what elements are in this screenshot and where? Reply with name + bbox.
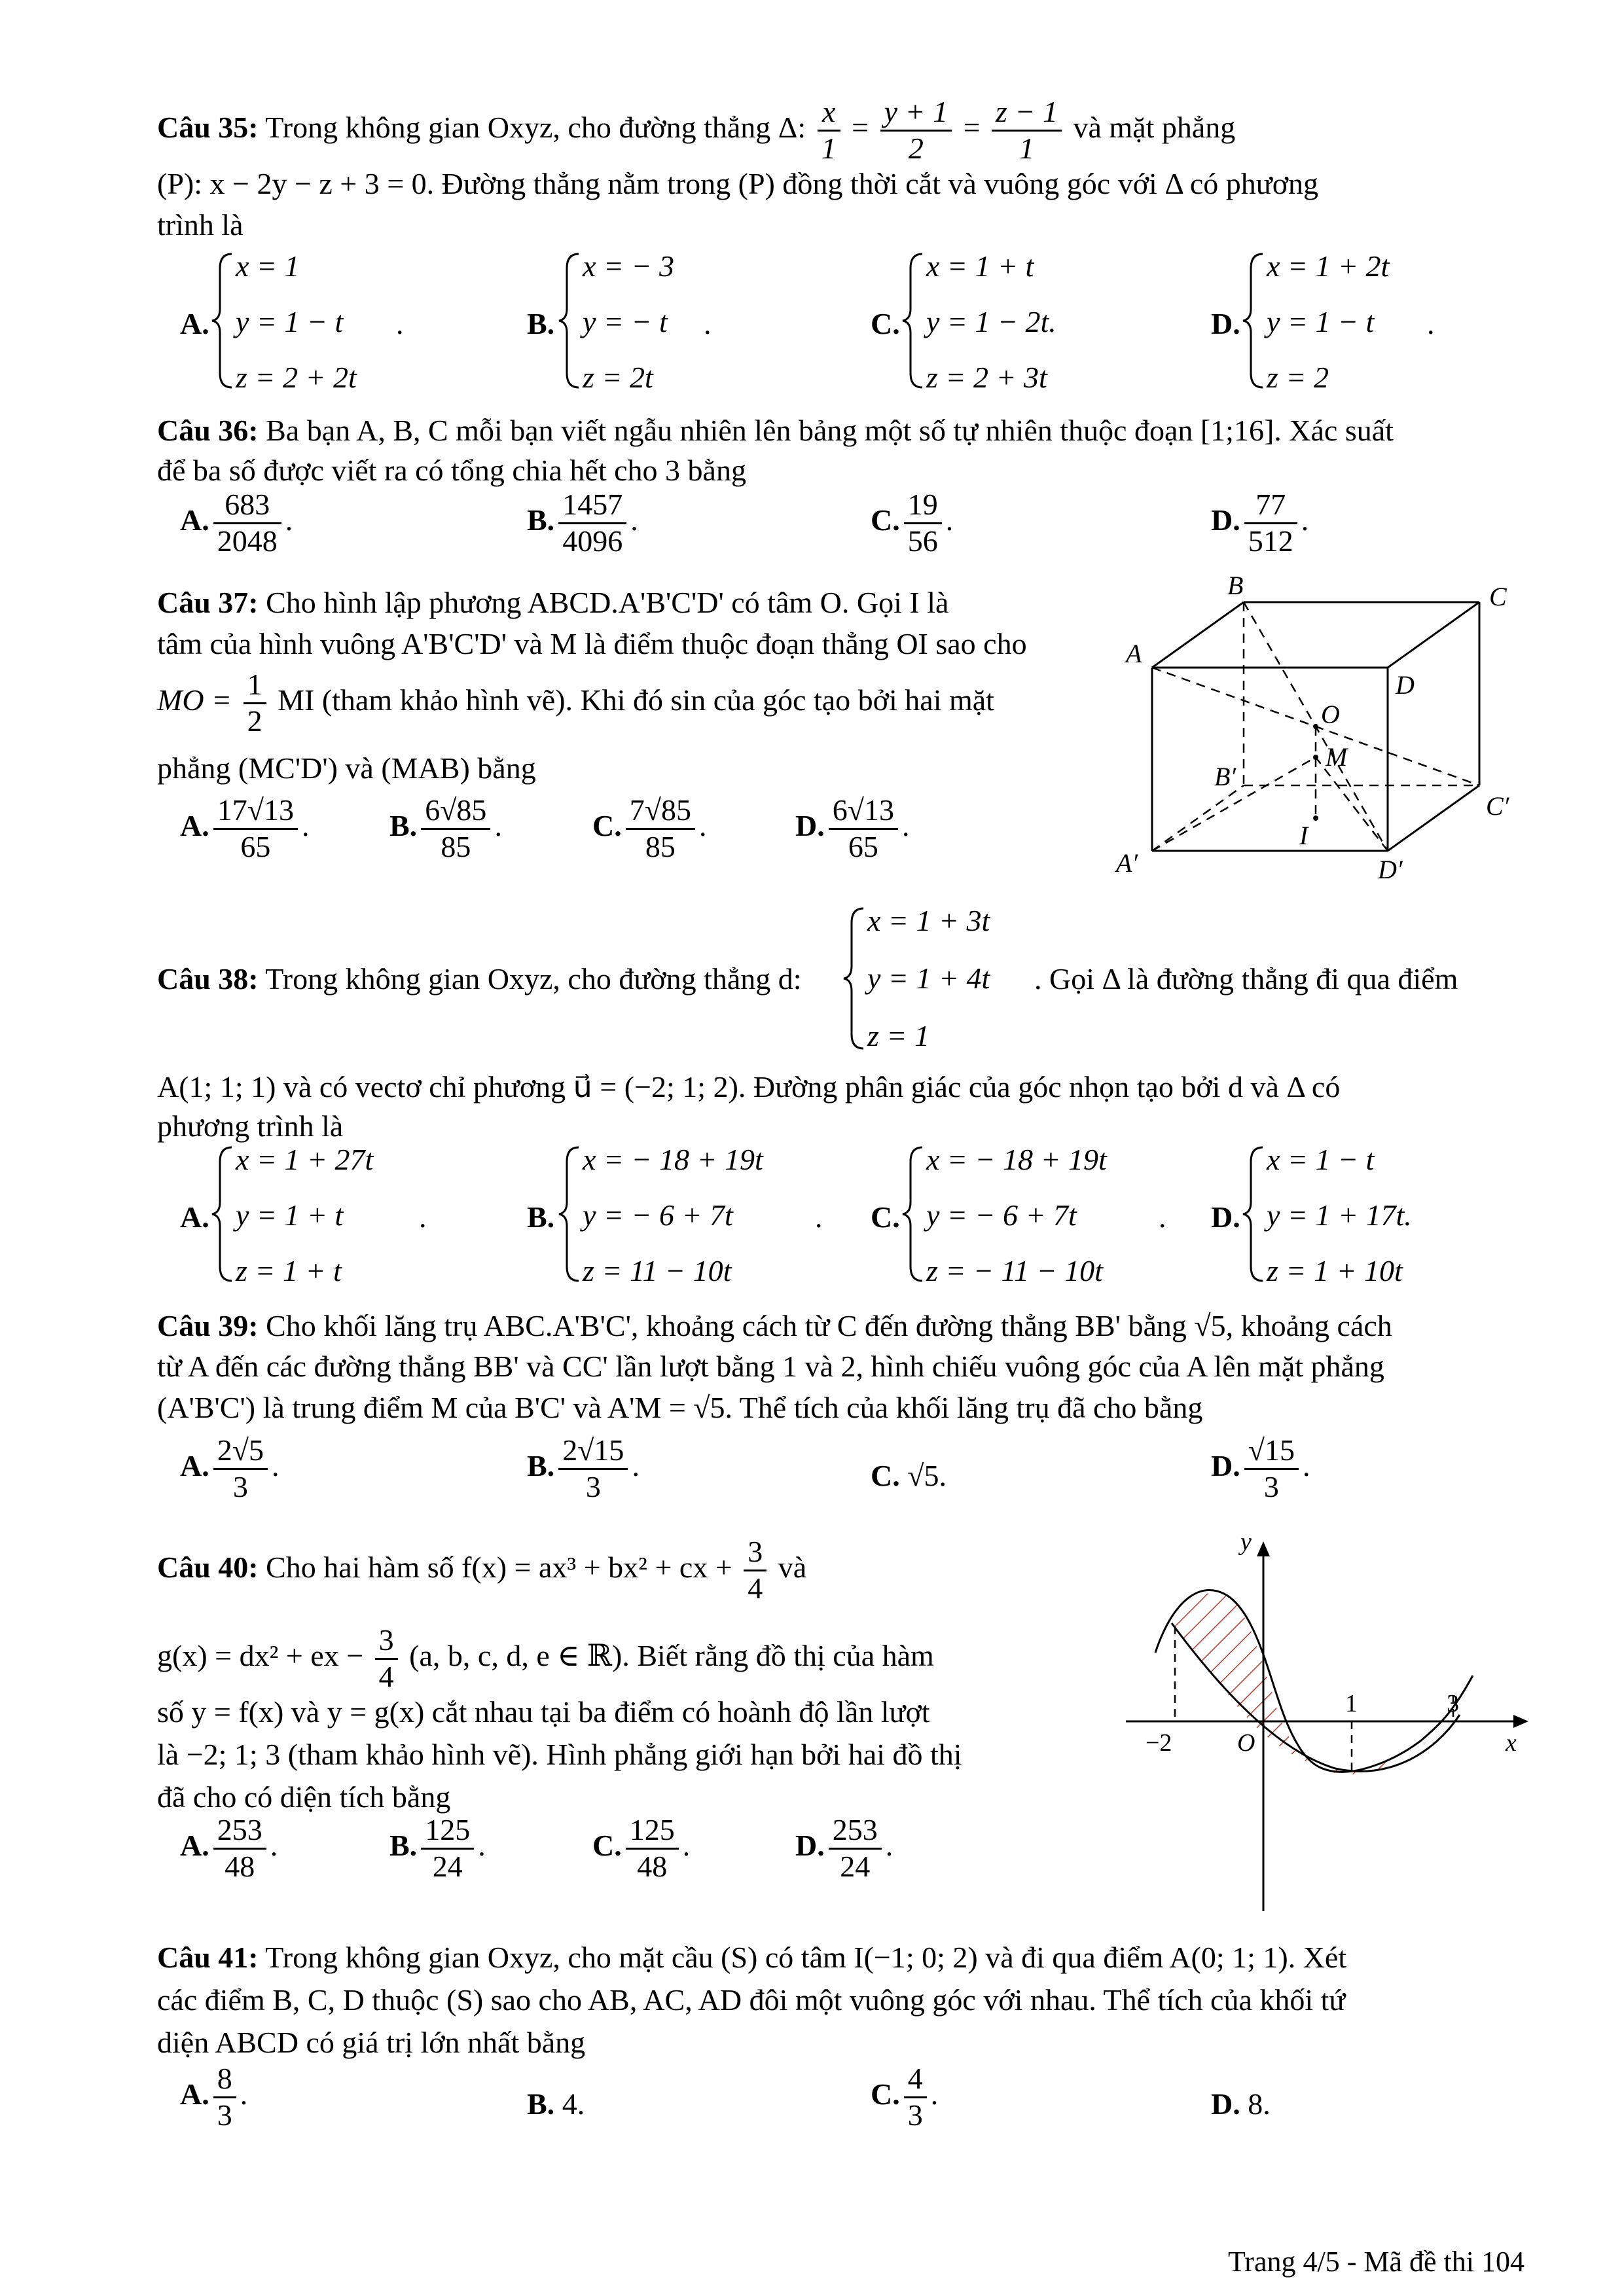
label-b: B xyxy=(1227,576,1244,600)
option-label: B. xyxy=(389,1828,418,1862)
frac-den: 85 xyxy=(645,829,676,863)
frac-den: 24 xyxy=(432,1849,463,1883)
q35-frac2-den: 2 xyxy=(908,131,924,165)
option-label: C. xyxy=(871,2077,900,2111)
label-i: I xyxy=(1299,821,1308,850)
q35-option-c[interactable] xyxy=(871,249,1211,393)
frac-den: 3 xyxy=(217,2098,232,2132)
brace-icon xyxy=(1240,1142,1267,1286)
q39-line1: Cho khối lăng trụ ABC.A'B'C', khoảng cách từ C đến đường thẳng BB' bằng √5, khoảng cách xyxy=(266,1309,1392,1342)
q38-option-c[interactable] xyxy=(871,1142,1211,1286)
label-neg2: −2 xyxy=(1146,1729,1172,1757)
q41-label: Câu 41: xyxy=(157,1941,259,1974)
q36-option-b[interactable]: B. $\frac{1457}{4096}$ . xyxy=(527,488,638,558)
sys-row: y = − 6 + 7t xyxy=(926,1198,1077,1232)
sys-row: x = 1 − t xyxy=(1267,1143,1375,1176)
option-label: D. xyxy=(1211,1200,1240,1234)
frac-num: 17√13 xyxy=(213,793,298,830)
frac-num: 2√5 xyxy=(213,1433,268,1470)
q37-line4: phẳng (MC'D') và (MAB) bằng xyxy=(157,751,536,785)
q40-line2-pre: g(x) = dx² + ex − xyxy=(157,1638,364,1672)
frac-num: 77 xyxy=(1244,488,1297,524)
q36-option-c[interactable]: C. $\frac{19}{56}$ . xyxy=(871,488,954,558)
q38-line-pre: Trong không gian Oxyz, cho đường thẳng d: xyxy=(265,962,802,996)
q36-line2: để ba số được viết ra có tổng chia hết cho 3 bằng xyxy=(157,454,746,487)
option-label: A. xyxy=(180,1448,209,1482)
frac-den: 56 xyxy=(907,524,938,558)
brace-icon xyxy=(556,249,583,393)
sys-row: z = 2 + 2t xyxy=(236,361,357,394)
q37-line3-post: MI (tham khảo hình vẽ). Khi đó sin của góc tạo bởi hai mặt xyxy=(278,683,994,717)
q35-option-b[interactable] xyxy=(527,249,854,393)
label-d1: D′ xyxy=(1378,855,1403,884)
sys-row: z = 2 xyxy=(1267,361,1329,394)
frac-num: 1457 xyxy=(558,488,626,524)
option-label: B. xyxy=(527,1448,555,1482)
brace-icon xyxy=(1240,249,1267,393)
frac-den: 24 xyxy=(840,1849,871,1883)
frac-den: 3 xyxy=(585,1469,601,1503)
q39-label: Câu 39: xyxy=(157,1309,259,1342)
sys-row: x = 1 + 27t xyxy=(236,1143,374,1176)
frac-num: 7√85 xyxy=(626,793,695,830)
q40-option-d[interactable]: D. $\frac{253}{24}$ . xyxy=(795,1813,893,1883)
q36-line1: Ba bạn A, B, C mỗi bạn viết ngẫu nhiên lên bảng một số tự nhiên thuộc đoạn [1;16]. Xác suất xyxy=(266,414,1394,447)
q38-option-d[interactable] xyxy=(1211,1142,1506,1286)
option-label: B. xyxy=(527,1200,555,1234)
q41-option-c[interactable]: C. $\frac{4}{3}$ . xyxy=(871,2062,939,2132)
sys-row: x = − 3 xyxy=(583,249,674,283)
frac-den: 3 xyxy=(232,1469,248,1503)
frac-den: 85 xyxy=(441,829,471,863)
option-text: 4. xyxy=(562,2087,585,2121)
q38-system xyxy=(841,903,1064,1054)
option-label: C. xyxy=(871,1459,900,1492)
label-d: D xyxy=(1396,670,1415,700)
frac-den: 48 xyxy=(637,1849,668,1883)
q40-option-b[interactable]: B. $\frac{125}{24}$ . xyxy=(389,1813,486,1883)
option-label: D. xyxy=(1211,307,1240,340)
q41-line1: Trong không gian Oxyz, cho mặt cầu (S) có tâm I(−1; 0; 2) và đi qua điểm A(0; 1; 1). Xét xyxy=(265,1941,1347,1974)
label-c1: C′ xyxy=(1486,791,1509,821)
x-axis-arrow-icon xyxy=(1513,1715,1528,1728)
q35-frac1-den: 1 xyxy=(821,131,837,165)
q37-line2: tâm của hình vuông A'B'C'D' và M là điểm thuộc đoạn thẳng OI sao cho xyxy=(157,627,1027,660)
frac-num: 125 xyxy=(626,1813,679,1850)
q35-line3: trình là xyxy=(157,208,244,242)
q40-option-c[interactable]: C. $\frac{125}{48}$ . xyxy=(592,1813,691,1883)
q38-label: Câu 38: xyxy=(157,962,259,996)
frac-num: 1 xyxy=(244,668,266,704)
label-three: 3 xyxy=(1447,1690,1459,1717)
sys-row: y = 1 + t xyxy=(236,1198,344,1232)
sys-row: z = 11 − 10t xyxy=(583,1254,732,1287)
sys-row: z = 2 + 3t xyxy=(926,361,1047,394)
q35-frac2-num: y + 1 xyxy=(880,95,952,132)
frac-den: 4096 xyxy=(562,524,623,558)
q39-option-a[interactable]: A. $\frac{2√5}{3}$ . xyxy=(180,1433,280,1503)
frac-den: 3 xyxy=(1263,1469,1279,1503)
label-o: O xyxy=(1321,700,1340,729)
q35-line2: (P): x − 2y − z + 3 = 0. Đường thẳng nằm trong (P) đồng thời cắt và vuông góc với Δ có phương xyxy=(157,167,1319,200)
brace-icon xyxy=(900,1142,926,1286)
option-label: D. xyxy=(1211,1448,1240,1482)
frac-num: 19 xyxy=(904,488,942,524)
frac-den: 512 xyxy=(1248,524,1293,558)
option-label: A. xyxy=(180,503,209,537)
q41-line2: các điểm B, C, D thuộc (S) sao cho AB, AC, AD đôi một vuông góc với nhau. Thể tích của khối tứ xyxy=(157,1983,1346,2017)
sys-row: x = 1 + 3t xyxy=(867,904,990,937)
option-text: √5. xyxy=(907,1459,947,1492)
sys-row: y = − 6 + 7t xyxy=(583,1198,733,1232)
sys-row: y = 1 − 2t. xyxy=(926,305,1056,338)
q35-line1-pre: Trong không gian Oxyz, cho đường thẳng Δ: xyxy=(265,110,806,144)
option-label: B. xyxy=(527,307,555,340)
q38-line2: A(1; 1; 1) và có vectơ chỉ phương u⃗ = (−2; 1; 2). Đường phân giác của góc nhọn tạo bởi d và Δ có xyxy=(157,1070,1341,1103)
sys-row: y = 1 − t xyxy=(236,305,344,338)
q37-line3-pre: MO = xyxy=(157,683,232,717)
q40-line1-pre: Cho hai hàm số f(x) = ax³ + bx² + cx + xyxy=(266,1550,732,1584)
q35-frac3-num: z − 1 xyxy=(992,95,1062,132)
q37-option-b[interactable]: B. $\frac{6√85}{85}$ . xyxy=(389,793,502,863)
sys-row: x = − 18 + 19t xyxy=(583,1143,763,1176)
q37-label: Câu 37: xyxy=(157,586,259,619)
sys-row: z = 2t xyxy=(583,361,653,394)
sys-row: z = − 11 − 10t xyxy=(926,1254,1103,1287)
option-label: C. xyxy=(592,1828,622,1862)
label-origin: O xyxy=(1237,1729,1255,1757)
q36-option-d[interactable]: D. $\frac{77}{512}$ . xyxy=(1211,488,1309,558)
brace-icon xyxy=(209,249,236,393)
page-footer: Trang 4/5 - Mã đề thi 104 xyxy=(1227,2246,1525,2278)
q41-option-d[interactable] xyxy=(1211,2087,1271,2121)
frac-num: 2√15 xyxy=(558,1433,628,1470)
label-a: A xyxy=(1126,639,1142,668)
q35-label: Câu 35: xyxy=(157,110,259,144)
brace-icon xyxy=(556,1142,583,1286)
cube-figure xyxy=(1113,576,1532,890)
sys-row: y = 1 + 17t. xyxy=(1267,1198,1412,1232)
label-m: M xyxy=(1326,742,1348,772)
q35-option-a[interactable] xyxy=(180,249,507,393)
q40-line4: là −2; 1; 3 (tham khảo hình vẽ). Hình phẳng giới hạn bởi hai đồ thị xyxy=(157,1738,962,1771)
sys-row: z = 1 + t xyxy=(236,1254,342,1287)
q40-line5: đã cho có diện tích bằng xyxy=(157,1780,451,1814)
q40-line1-post: và xyxy=(778,1550,807,1584)
option-end: . xyxy=(815,1200,823,1234)
frac-den: 2 xyxy=(247,704,262,738)
option-label: A. xyxy=(180,1200,209,1234)
q35-option-d[interactable] xyxy=(1211,249,1506,393)
frac-den: 3 xyxy=(907,2098,923,2132)
frac-num: 253 xyxy=(829,1813,882,1850)
function-graph xyxy=(1113,1525,1538,1918)
q38-line3: phương trình là xyxy=(157,1109,344,1143)
option-label: C. xyxy=(871,503,900,537)
q35-frac1-num: x xyxy=(818,95,840,132)
q37-option-c[interactable]: C. $\frac{7√85}{85}$ . xyxy=(592,793,707,863)
q38-option-b[interactable] xyxy=(527,1142,867,1286)
q41-option-b[interactable] xyxy=(527,2087,585,2121)
option-end: . xyxy=(396,307,404,340)
sys-row: z = 1 xyxy=(867,1019,929,1052)
frac-num: 253 xyxy=(213,1813,266,1850)
option-label: D. xyxy=(795,808,825,842)
option-label: A. xyxy=(180,1828,209,1862)
sys-row: x = 1 + t xyxy=(926,249,1034,283)
option-label: C. xyxy=(871,307,900,340)
brace-icon xyxy=(900,249,926,393)
q39-option-d[interactable]: D. $\frac{√15}{3}$ . xyxy=(1211,1433,1310,1503)
frac-den: 4 xyxy=(748,1571,763,1605)
option-label: D. xyxy=(1211,503,1240,537)
option-end: . xyxy=(1159,1200,1166,1234)
frac-num: 683 xyxy=(213,488,281,524)
label-one: 1 xyxy=(1345,1690,1358,1717)
sys-row: x = − 18 + 19t xyxy=(926,1143,1107,1176)
q36-label: Câu 36: xyxy=(157,414,259,447)
frac-num: √15 xyxy=(1244,1433,1299,1470)
q41-option-a[interactable]: A. $\frac{8}{3}$ . xyxy=(180,2062,248,2132)
frac-num: 8 xyxy=(213,2062,236,2098)
edge-d1c1 xyxy=(1388,785,1479,851)
option-end: . xyxy=(1427,307,1435,340)
q37-option-a[interactable]: A. $\frac{17√13}{65}$ . xyxy=(180,793,310,863)
q39-option-c[interactable] xyxy=(871,1458,947,1493)
option-end: . xyxy=(704,307,712,340)
sys-row: z = 1 + 10t xyxy=(1267,1254,1403,1287)
q36-option-a[interactable]: A. $\frac{683}{2048}$ . xyxy=(180,488,293,558)
label-c: C xyxy=(1489,582,1507,611)
q35-line1-post: và mặt phẳng xyxy=(1073,110,1236,144)
edge-ab xyxy=(1152,602,1244,668)
label-x: x xyxy=(1506,1729,1517,1757)
option-label: A. xyxy=(180,2077,209,2111)
brace-icon xyxy=(209,1142,236,1286)
option-label: A. xyxy=(180,808,209,842)
option-label: B. xyxy=(527,2087,555,2121)
q40-option-a[interactable]: A. $\frac{253}{48}$ . xyxy=(180,1813,278,1883)
frac-den: 65 xyxy=(848,829,878,863)
q39-line3: (A'B'C') là trung điểm M của B'C' và A'M = √5. Thể tích của khối lăng trụ đã cho bằng xyxy=(157,1391,1203,1424)
frac-num: 6√85 xyxy=(421,793,490,830)
q41-line3: diện ABCD có giá trị lớn nhất bằng xyxy=(157,2026,586,2059)
label-b1: B′ xyxy=(1214,762,1236,791)
q40-line2-post: (a, b, c, d, e ∈ ℝ). Biết rằng đồ thị của hàm xyxy=(409,1638,934,1672)
sys-row: y = 1 + 4t xyxy=(867,961,990,995)
y-axis-arrow-icon xyxy=(1257,1541,1270,1556)
option-end: . xyxy=(419,1200,427,1234)
q37-line1: Cho hình lập phương ABCD.A'B'C'D' có tâm O. Gọi I là xyxy=(266,586,949,619)
option-label: B. xyxy=(389,808,418,842)
option-label: B. xyxy=(527,503,555,537)
q38-option-a[interactable] xyxy=(180,1142,520,1286)
frac-num: 3 xyxy=(744,1535,767,1571)
option-label: D. xyxy=(1211,2087,1240,2121)
q39-option-b[interactable]: B. $\frac{2√15}{3}$ . xyxy=(527,1433,640,1503)
option-label: D. xyxy=(795,1828,825,1862)
frac-den: 2048 xyxy=(217,524,278,558)
sys-row: x = 1 + 2t xyxy=(1267,249,1390,283)
frac-num: 3 xyxy=(375,1623,398,1660)
frac-num: 6√13 xyxy=(829,793,898,830)
option-text: 8. xyxy=(1248,2087,1271,2121)
option-label: A. xyxy=(180,307,209,340)
q40-line3: số y = f(x) và y = g(x) cắt nhau tại ba điểm có hoành độ lần lượt xyxy=(157,1695,930,1729)
q38-line-post: . Gọi Δ là đường thẳng đi qua điểm xyxy=(1034,962,1458,996)
frac-den: 48 xyxy=(225,1849,255,1883)
sys-row: y = − t xyxy=(583,305,668,338)
frac-num: 125 xyxy=(421,1813,474,1850)
edge-dc xyxy=(1388,602,1479,668)
frac-den: 65 xyxy=(240,829,271,863)
option-label: C. xyxy=(592,808,622,842)
sys-row: y = 1 − t xyxy=(1267,305,1375,338)
label-a1: A′ xyxy=(1116,848,1138,878)
q39-line2: từ A đến các đường thẳng BB' và CC' lần lượt bằng 1 và 2, hình chiếu vuông góc của A lên mặt phẳng xyxy=(157,1350,1384,1383)
brace-icon xyxy=(841,903,867,1054)
option-label: C. xyxy=(871,1200,900,1234)
frac-den: 4 xyxy=(378,1659,394,1693)
frac-num: 4 xyxy=(904,2062,927,2098)
q40-label: Câu 40: xyxy=(157,1550,259,1584)
label-y: y xyxy=(1240,1528,1252,1556)
edge-a1b1 xyxy=(1152,785,1244,851)
sys-row: x = 1 xyxy=(236,249,300,283)
q35-frac3-den: 1 xyxy=(1019,131,1035,165)
q37-option-d[interactable]: D. $\frac{6√13}{65}$ . xyxy=(795,793,910,863)
